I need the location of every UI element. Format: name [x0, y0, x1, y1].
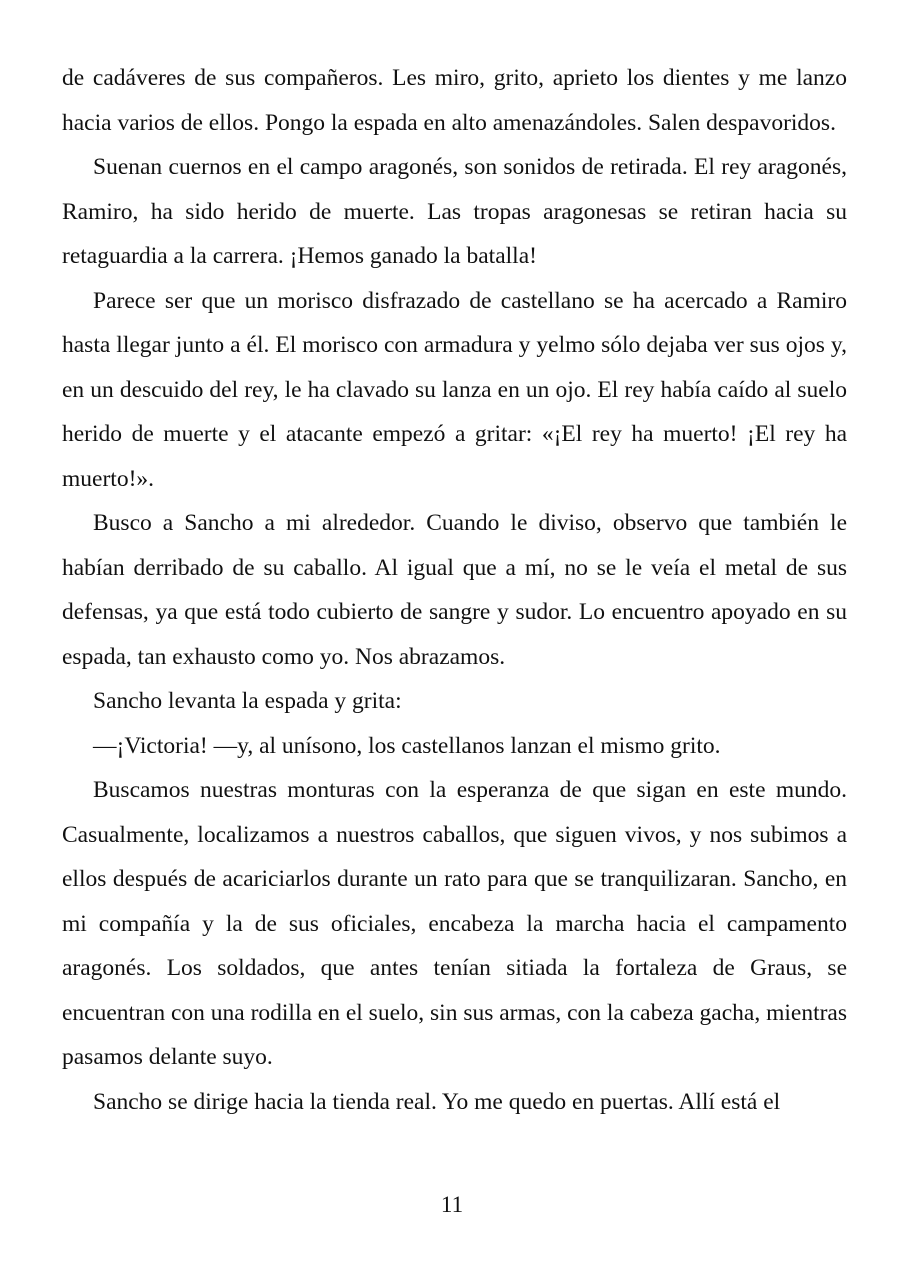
paragraph-6-dialogue: —¡Victoria! —y, al unísono, los castellanos lanzan el mismo grito.	[93, 732, 721, 759]
paragraph-5: Sancho levanta la espada y grita:	[93, 688, 402, 714]
paragraph-7: Buscamos nuestras monturas con la esperanza de que sigan en este mundo. Casualmente, localizamos a nuestros caballos, que siguen vivos, y nos subimos a ellos después de acariciarlos durante un rato para que se tranquilizaran. Sancho, en mi compañía y la de sus oficiales, encabeza la marcha hacia el campamento aragonés. Los soldados, que antes tenían sitiada la fortaleza de Graus, se encuentran con una rodilla en el suelo, sin sus armas, con la cabeza gacha, mientras pasamos delante suyo.	[62, 777, 847, 1070]
body-text	[62, 56, 847, 1124]
page-number: 11	[440, 1192, 464, 1217]
paragraph-3: Parece ser que un morisco disfrazado de castellano se ha acercado a Ramiro hasta llegar junto a él. El morisco con armadura y yelmo sólo dejaba ver sus ojos y, en un descuido del rey, le ha clavado su lanza en un ojo. El rey había caído al suelo herido de muerte y el atacante empezó a gritar: «¡El rey ha muerto! ¡El rey ha muerto!».	[62, 287, 847, 492]
paragraph-4: Busco a Sancho a mi alrededor. Cuando le diviso, observo que también le habían derribado de su caballo. Al igual que a mí, no se le veía el metal de sus defensas, ya que está todo cubierto de sangre y sudor. Lo encuentro apoyado en su espada, tan exhausto como yo. Nos abrazamos.	[62, 510, 847, 670]
paragraph-2: Suenan cuernos en el campo aragonés, son sonidos de retirada. El rey aragonés, Ramiro, ha sido herido de muerte. Las tropas aragonesas se retiran hacia su retaguardia a la carrera. ¡Hemos ganado la batalla!	[62, 154, 847, 269]
paragraph-8: Sancho se dirige hacia la tienda real. Yo me quedo en puertas. Allí está el	[93, 1088, 781, 1115]
paragraph-1: de cadáveres de sus compañeros. Les miro, grito, aprieto los dientes y me lanzo hacia varios de ellos. Pongo la espada en alto amenazándoles. Salen despavoridos.	[62, 65, 847, 136]
